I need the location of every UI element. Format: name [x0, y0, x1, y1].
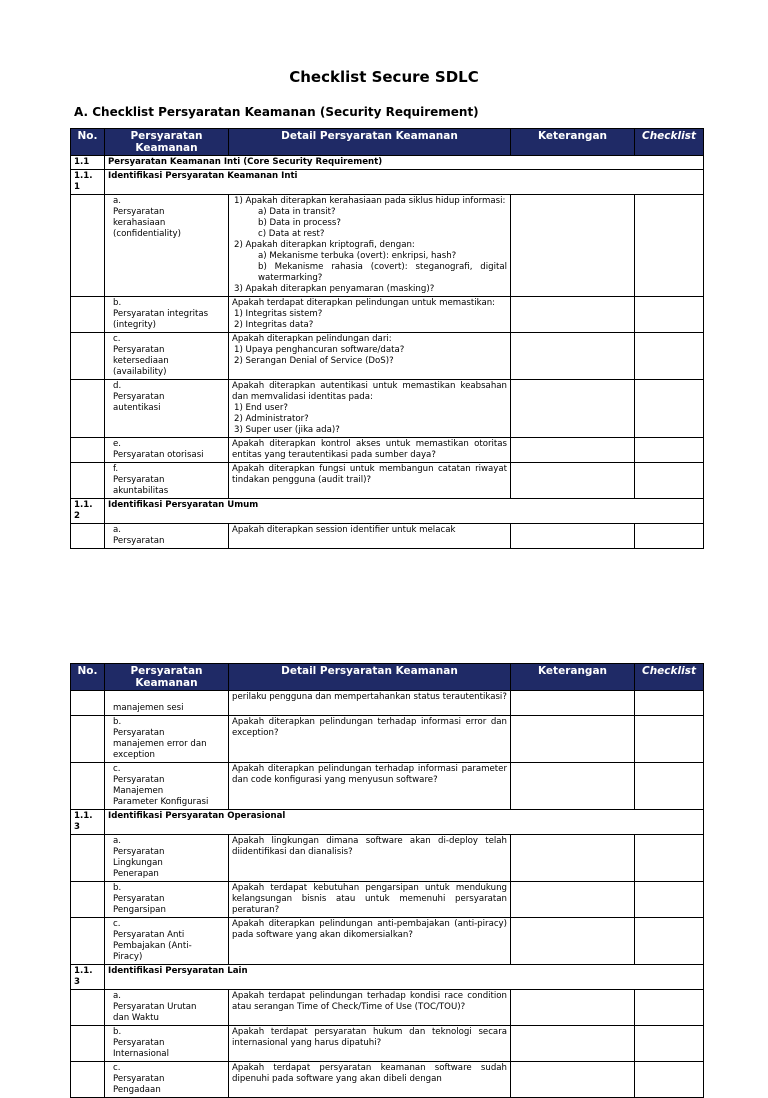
item-letter: c. — [113, 764, 121, 774]
header-checklist: Checklist — [635, 664, 704, 691]
table-row — [71, 297, 704, 333]
section-row — [71, 156, 704, 170]
detail-line: perilaku pengguna dan mempertahankan status terautentikasi? — [232, 692, 507, 702]
note-cell[interactable] — [511, 438, 635, 463]
detail-line: 3) Apakah diterapkan penyamaran (masking)? — [234, 284, 435, 294]
row-number — [71, 380, 105, 438]
item-letter: b. — [113, 883, 122, 893]
requirement-cell — [105, 195, 229, 297]
requirement-cell — [105, 297, 229, 333]
table-row — [71, 524, 704, 549]
header-detail: Detail Persyaratan Keamanan — [229, 664, 511, 691]
item-letter: d. — [113, 381, 122, 391]
detail-cell — [229, 990, 511, 1026]
table-row — [71, 380, 704, 438]
checklist-cell[interactable] — [635, 463, 704, 499]
detail-cell — [229, 691, 511, 716]
detail-line: 1) Upaya penghancuran software/data? — [234, 345, 405, 355]
row-number — [71, 990, 105, 1026]
note-cell[interactable] — [511, 918, 635, 965]
subsection-title: Identifikasi Persyaratan Lain — [105, 965, 704, 990]
requirement-cell — [105, 333, 229, 380]
detail-line: 3) Super user (jika ada)? — [234, 425, 340, 435]
detail-line: Apakah terdapat pelindungan terhadap kondisi race condition atau serangan Time of Check/Time of Use (TOC/TOU)? — [232, 991, 507, 1012]
table-row — [71, 463, 704, 499]
page-title: Checklist Secure SDLC — [289, 68, 479, 86]
item-letter: c. — [113, 1063, 121, 1073]
detail-cell — [229, 380, 511, 438]
detail-line: 1) End user? — [234, 403, 288, 413]
item-letter: b. — [113, 298, 122, 308]
detail-line: Apakah diterapkan fungsi untuk membangun catatan riwayat tindakan pengguna (audit trail)? — [232, 464, 507, 485]
table-row — [71, 990, 704, 1026]
row-number — [71, 195, 105, 297]
note-cell[interactable] — [511, 297, 635, 333]
note-cell[interactable] — [511, 882, 635, 918]
item-letter: c. — [113, 919, 121, 929]
detail-line: Apakah diterapkan pelindungan terhadap informasi error dan exception? — [232, 717, 507, 738]
detail-line: Apakah diterapkan pelindungan anti-pembajakan (anti-piracy) pada software yang akan dikomersialkan? — [232, 919, 507, 940]
detail-line: 2) Administrator? — [234, 414, 309, 424]
requirement-text: Persyaratan ketersediaan (availability) — [113, 345, 169, 377]
detail-cell — [229, 835, 511, 882]
note-cell[interactable] — [511, 763, 635, 810]
detail-cell — [229, 297, 511, 333]
table-row — [71, 195, 704, 297]
checklist-cell[interactable] — [635, 763, 704, 810]
note-cell[interactable] — [511, 1026, 635, 1062]
detail-cell — [229, 1026, 511, 1062]
checklist-cell[interactable] — [635, 716, 704, 763]
note-cell[interactable] — [511, 333, 635, 380]
requirement-cell — [105, 1026, 229, 1062]
table-row — [71, 1062, 704, 1098]
item-letter: e. — [113, 439, 122, 449]
row-number — [71, 763, 105, 810]
requirement-text: Persyaratan Internasional — [113, 1038, 169, 1059]
row-number: 1.1. 2 — [71, 499, 105, 524]
table-row — [71, 882, 704, 918]
detail-cell — [229, 438, 511, 463]
checklist-cell[interactable] — [635, 524, 704, 549]
detail-line: 1) Apakah diterapkan kerahasiaan pada siklus hidup informasi: — [234, 196, 506, 206]
item-letter: c. — [113, 334, 121, 344]
requirement-text: Persyaratan Urutan dan Waktu — [113, 1002, 197, 1023]
requirement-cell — [105, 990, 229, 1026]
detail-line: 1) Integritas sistem? — [234, 309, 323, 319]
row-number — [71, 918, 105, 965]
checklist-cell[interactable] — [635, 380, 704, 438]
checklist-cell[interactable] — [635, 691, 704, 716]
row-number — [71, 1026, 105, 1062]
detail-line: a) Data in transit? — [258, 207, 336, 217]
detail-cell — [229, 882, 511, 918]
checklist-cell[interactable] — [635, 1026, 704, 1062]
note-cell[interactable] — [511, 835, 635, 882]
requirement-cell — [105, 380, 229, 438]
subsection-title: Identifikasi Persyaratan Umum — [105, 499, 704, 524]
requirement-text: Persyaratan Pengadaan — [113, 1074, 165, 1095]
detail-line: c) Data at rest? — [258, 229, 325, 239]
row-number — [71, 333, 105, 380]
checklist-cell[interactable] — [635, 1062, 704, 1098]
detail-cell — [229, 1062, 511, 1098]
row-number — [71, 297, 105, 333]
table-row — [71, 438, 704, 463]
requirement-text: Persyaratan Anti Pembajakan (Anti-Piracy) — [113, 930, 192, 962]
detail-line: Apakah terdapat diterapkan pelindungan untuk memastikan: — [232, 298, 496, 308]
detail-line: Apakah terdapat persyaratan keamanan software sudah dipenuhi pada software yang akan dibeli dengan — [232, 1063, 507, 1084]
row-number — [71, 438, 105, 463]
table-row — [71, 835, 704, 882]
row-number: 1.1. 3 — [71, 965, 105, 990]
header-requirement: Persyaratan Keamanan — [105, 129, 229, 156]
detail-line: b) Data in process? — [258, 218, 341, 228]
item-letter: a. — [113, 836, 121, 846]
detail-line: 2) Integritas data? — [234, 320, 314, 330]
requirement-cell — [105, 918, 229, 965]
detail-line: b) Mekanisme rahasia (covert): steganografi, digital watermarking? — [258, 262, 507, 283]
table-row — [71, 333, 704, 380]
checklist-cell[interactable] — [635, 990, 704, 1026]
row-number — [71, 716, 105, 763]
subsection-title: Identifikasi Persyaratan Keamanan Inti — [105, 170, 704, 195]
subsection-row — [71, 810, 704, 835]
note-cell[interactable] — [511, 463, 635, 499]
detail-line: Apakah diterapkan pelindungan dari: — [232, 334, 392, 344]
detail-line: 2) Apakah diterapkan kriptografi, dengan: — [234, 240, 415, 250]
table-header-row — [71, 129, 704, 156]
detail-cell — [229, 463, 511, 499]
requirement-cell — [105, 882, 229, 918]
requirement-cell — [105, 835, 229, 882]
row-number: 1.1. 3 — [71, 810, 105, 835]
requirement-text: manajemen sesi — [113, 703, 184, 713]
requirement-text: Persyaratan manajemen error dan exception — [113, 728, 207, 760]
header-detail: Detail Persyaratan Keamanan — [229, 129, 511, 156]
detail-cell — [229, 716, 511, 763]
section-heading: A. Checklist Persyaratan Keamanan (Security Requirement) — [74, 105, 479, 119]
detail-line: Apakah diterapkan pelindungan terhadap informasi parameter dan code konfigurasi yang menyusun software? — [232, 764, 507, 785]
detail-line: Apakah terdapat persyaratan hukum dan teknologi secara internasional yang harus dipatuhi? — [232, 1027, 507, 1048]
row-number: 1.1 — [71, 156, 105, 170]
checklist-cell[interactable] — [635, 333, 704, 380]
row-number — [71, 1062, 105, 1098]
note-cell[interactable] — [511, 990, 635, 1026]
subsection-row — [71, 170, 704, 195]
header-no: No. — [71, 664, 105, 691]
header-note: Keterangan — [511, 129, 635, 156]
header-checklist: Checklist — [635, 129, 704, 156]
requirement-text: Persyaratan Pengarsipan — [113, 894, 166, 915]
row-number — [71, 691, 105, 716]
note-cell[interactable] — [511, 380, 635, 438]
row-number: 1.1. 1 — [71, 170, 105, 195]
requirement-text: Persyaratan Manajemen Parameter Konfigurasi — [113, 775, 209, 807]
detail-line: 2) Serangan Denial of Service (DoS)? — [234, 356, 394, 366]
header-requirement: Persyaratan Keamanan — [105, 664, 229, 691]
detail-cell — [229, 763, 511, 810]
table-row — [71, 918, 704, 965]
requirement-text: Persyaratan integritas (integrity) — [113, 309, 209, 330]
checklist-cell[interactable] — [635, 835, 704, 882]
requirement-text: Persyaratan otorisasi — [113, 450, 204, 460]
item-letter: a. — [113, 196, 121, 206]
checklist-cell[interactable] — [635, 882, 704, 918]
detail-cell — [229, 195, 511, 297]
row-number — [71, 463, 105, 499]
section-title: Persyaratan Keamanan Inti (Core Security Requirement) — [105, 156, 704, 170]
detail-cell — [229, 333, 511, 380]
detail-line: Apakah diterapkan kontrol akses untuk memastikan otoritas entitas yang terautentikasi pada sumber daya? — [232, 439, 507, 460]
note-cell[interactable] — [511, 691, 635, 716]
subsection-row — [71, 499, 704, 524]
checklist-cell[interactable] — [635, 195, 704, 297]
requirement-text: Persyaratan kerahasiaan (confidentiality) — [113, 207, 181, 239]
item-letter: a. — [113, 525, 121, 535]
detail-cell — [229, 918, 511, 965]
table-row — [71, 763, 704, 810]
requirement-cell — [105, 524, 229, 549]
row-number — [71, 882, 105, 918]
subsection-row — [71, 965, 704, 990]
detail-line: Apakah terdapat kebutuhan pengarsipan untuk mendukung kelangsungan bisnis atau untuk memenuhi persyaratan peraturan? — [232, 883, 507, 915]
requirement-cell — [105, 691, 229, 716]
header-no: No. — [71, 129, 105, 156]
note-cell[interactable] — [511, 716, 635, 763]
requirement-cell — [105, 716, 229, 763]
requirement-text: Persyaratan akuntabilitas — [113, 475, 169, 496]
checklist-cell[interactable] — [635, 297, 704, 333]
detail-line: a) Mekanisme terbuka (overt): enkripsi, hash? — [258, 251, 457, 261]
requirement-cell — [105, 463, 229, 499]
requirement-cell — [105, 763, 229, 810]
table-row — [71, 691, 704, 716]
requirement-cell — [105, 438, 229, 463]
note-cell[interactable] — [511, 524, 635, 549]
detail-cell — [229, 524, 511, 549]
item-letter: b. — [113, 1027, 122, 1037]
requirement-text: Persyaratan autentikasi — [113, 392, 165, 413]
item-letter: f. — [113, 464, 119, 474]
checklist-table-2 — [70, 663, 704, 1098]
note-cell[interactable] — [511, 195, 635, 297]
row-number — [71, 524, 105, 549]
checklist-table-1 — [70, 128, 704, 549]
item-letter: a. — [113, 991, 121, 1001]
requirement-text: Persyaratan Lingkungan Penerapan — [113, 847, 165, 879]
requirement-text: Persyaratan — [113, 536, 165, 546]
detail-line: Apakah diterapkan session identifier untuk melacak — [232, 525, 456, 535]
subsection-title: Identifikasi Persyaratan Operasional — [105, 810, 704, 835]
detail-line: Apakah diterapkan autentikasi untuk memastikan keabsahan dan memvalidasi identitas pada: — [232, 381, 507, 402]
table-row — [71, 716, 704, 763]
item-letter: b. — [113, 717, 122, 727]
requirement-cell — [105, 1062, 229, 1098]
table-row — [71, 1026, 704, 1062]
checklist-cell[interactable] — [635, 918, 704, 965]
note-cell[interactable] — [511, 1062, 635, 1098]
checklist-cell[interactable] — [635, 438, 704, 463]
header-note: Keterangan — [511, 664, 635, 691]
detail-line: Apakah lingkungan dimana software akan di-deploy telah diidentifikasi dan dianalisis? — [232, 836, 507, 857]
table-header-row — [71, 664, 704, 691]
row-number — [71, 835, 105, 882]
